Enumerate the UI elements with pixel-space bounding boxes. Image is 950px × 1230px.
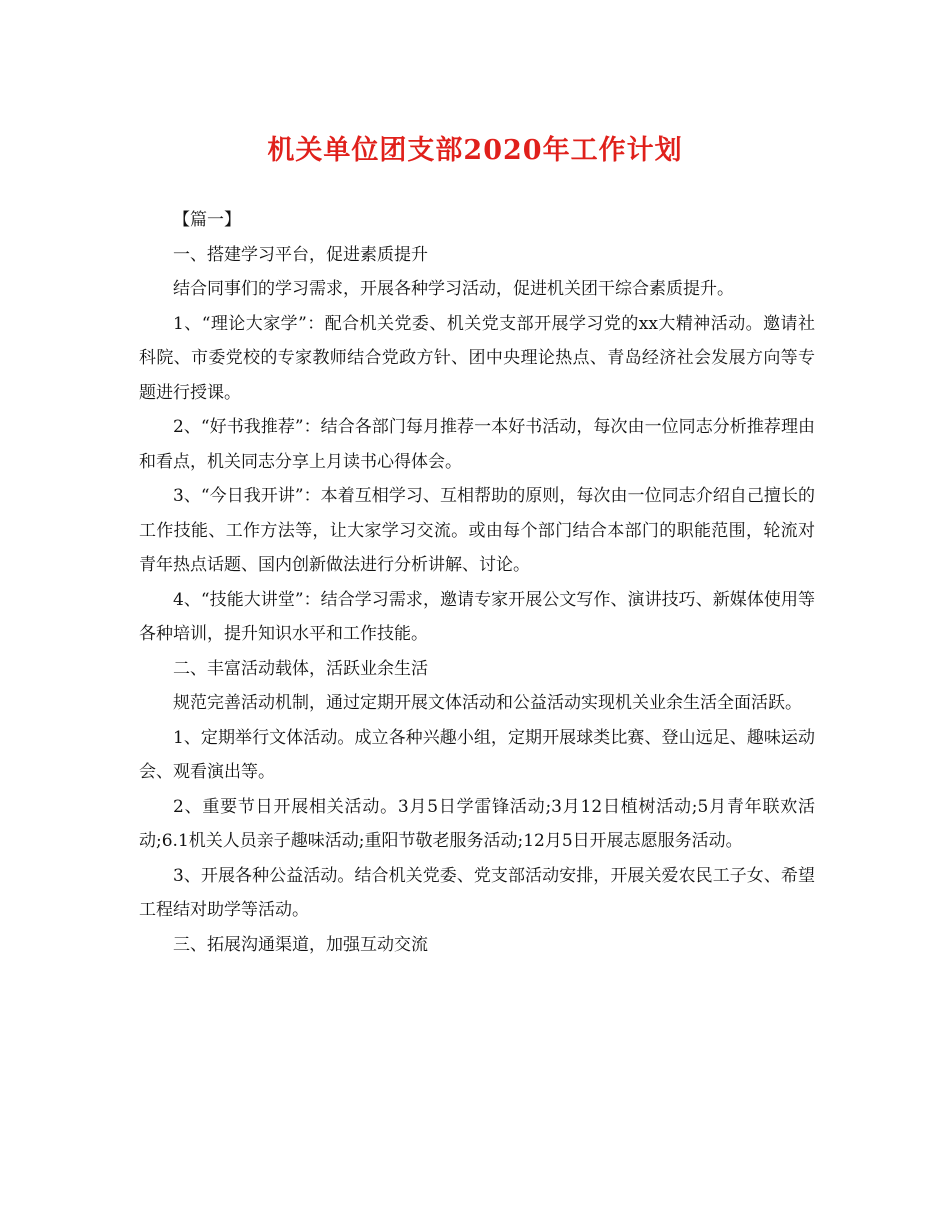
document-body [139,203,815,962]
section-tag: 【篇一】 [173,210,241,230]
paragraph: 规范完善活动机制，通过定期开展文体活动和公益活动实现机关业余生活全面活跃。 [173,693,802,713]
paragraph: 1、定期举行文体活动。成立各种兴趣小组，定期开展球类比赛、登山远足、趣味运动会、观看演出等。 [139,727,815,782]
section-heading-3: 三、拓展沟通渠道，加强互动交流 [173,934,428,955]
paragraph: 结合同事们的学习需求，开展各种学习活动，促进机关团干综合素质提升。 [173,279,734,299]
paragraph: 3、“今日我开讲”：本着互相学习、互相帮助的原则，每次由一位同志介绍自己擅长的工作技能、工作方法等，让大家学习交流。或由每个部门结合本部门的职能范围，轮流对青年热点话题、国内创新做法进行分析讲解、讨论。 [139,486,815,575]
paragraph: 2、“好书我推荐”：结合各部门每月推荐一本好书活动，每次由一位同志分析推荐理由和看点，机关同志分享上月读书心得体会。 [139,417,815,472]
paragraph: 3、开展各种公益活动。结合机关党委、党支部活动安排，开展关爱农民工子女、希望工程结对助学等活动。 [139,865,815,920]
section-heading-2: 二、丰富活动载体，活跃业余生活 [173,658,428,679]
paragraph: 2、重要节日开展相关活动。3月5日学雷锋活动;3月12日植树活动;5月青年联欢活动;6.1机关人员亲子趣味活动;重阳节敬老服务活动;12月5日开展志愿服务活动。 [139,796,815,851]
paragraph: 4、“技能大讲堂”：结合学习需求，邀请专家开展公文写作、演讲技巧、新媒体使用等各种培训，提升知识水平和工作技能。 [139,589,815,644]
paragraph: 1、“理论大家学”：配合机关党委、机关党支部开展学习党的xx大精神活动。邀请社科院、市委党校的专家教师结合党政方针、团中央理论热点、青岛经济社会发展方向等专题进行授课。 [139,313,815,403]
document-title: 机关单位团支部2020年工作计划 [267,135,683,166]
section-heading-1: 一、搭建学习平台，促进素质提升 [173,244,428,265]
